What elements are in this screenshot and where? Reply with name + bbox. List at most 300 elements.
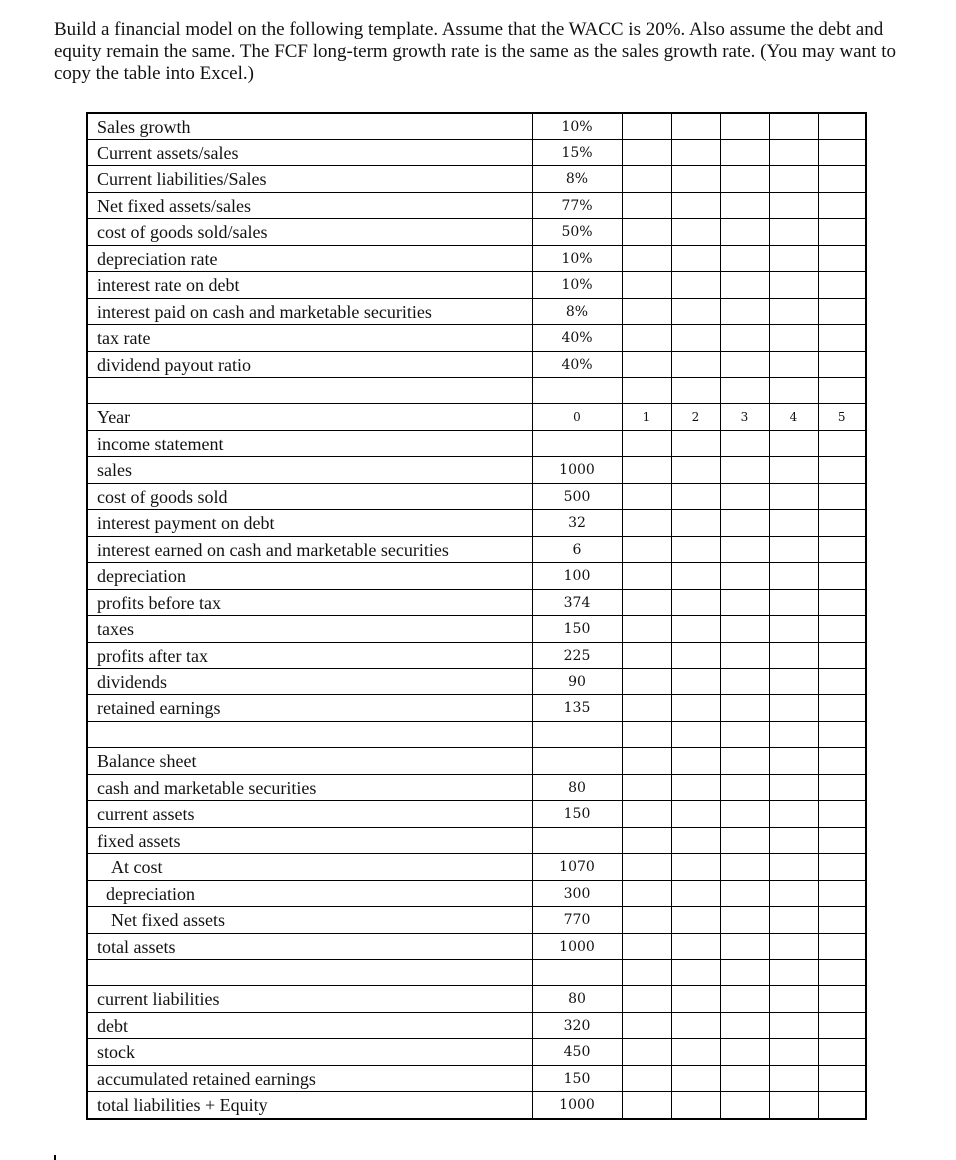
empty-input-cell[interactable] [769,828,818,854]
empty-input-cell[interactable] [622,299,671,325]
empty-input-cell[interactable] [769,325,818,352]
income-row [87,643,866,669]
empty-input-cell[interactable] [720,378,769,404]
assumption-row [87,325,866,352]
empty-input-cell[interactable] [671,431,720,457]
empty-input-cell[interactable] [818,616,866,643]
row-label: income statement [87,431,532,457]
empty-input-cell[interactable] [720,960,769,986]
year-0-value[interactable] [532,960,622,986]
financial-model-table [86,112,867,1120]
income-row [87,590,866,616]
row-label: sales [87,457,532,484]
income-row [87,695,866,722]
year-0-value[interactable] [532,431,622,457]
empty-input-cell[interactable] [818,775,866,801]
row-label: Year [87,404,532,431]
year-0-value[interactable]: 15% [532,140,622,166]
empty-input-cell[interactable] [622,1092,671,1120]
assumption-row [87,113,866,140]
empty-input-cell[interactable] [769,722,818,748]
empty-input-cell[interactable] [818,590,866,616]
year-0-value[interactable]: 10% [532,272,622,299]
row-label: fixed assets [87,828,532,854]
row-label: depreciation rate [87,246,532,272]
assumption-row [87,272,866,299]
year-0-value[interactable]: 10% [532,246,622,272]
empty-input-cell[interactable] [818,986,866,1013]
empty-input-cell[interactable] [720,801,769,828]
empty-input-cell[interactable] [622,246,671,272]
empty-input-cell[interactable] [720,590,769,616]
empty-input-cell[interactable] [622,140,671,166]
empty-input-cell[interactable] [671,801,720,828]
empty-input-cell[interactable] [818,934,866,960]
assumption-row [87,219,866,246]
empty-input-cell[interactable] [769,113,818,140]
spacer-row [87,960,866,986]
empty-input-cell[interactable] [671,219,720,246]
year-0-value[interactable]: 1000 [532,457,622,484]
year-0-value[interactable]: 770 [532,907,622,934]
spacer-row [87,378,866,404]
empty-input-cell[interactable] [671,537,720,563]
row-label: total assets [87,934,532,960]
empty-input-cell[interactable] [622,801,671,828]
year-0-value[interactable]: 225 [532,643,622,669]
empty-input-cell[interactable] [769,140,818,166]
empty-input-cell[interactable] [818,352,866,378]
empty-input-cell[interactable] [769,801,818,828]
row-label: cost of goods sold [87,484,532,510]
row-label: Balance sheet [87,748,532,775]
empty-input-cell[interactable] [622,166,671,193]
section-heading-row [87,431,866,457]
empty-input-cell[interactable] [769,1039,818,1066]
empty-input-cell[interactable] [671,246,720,272]
row-label: interest earned on cash and marketable securities [87,537,532,563]
empty-input-cell[interactable] [818,881,866,907]
empty-input-cell[interactable] [671,643,720,669]
year-0-value[interactable]: 320 [532,1013,622,1039]
empty-input-cell[interactable] [769,934,818,960]
year-0-value[interactable]: 1000 [532,1092,622,1120]
empty-input-cell[interactable] [671,510,720,537]
empty-input-cell[interactable] [622,616,671,643]
empty-input-cell[interactable] [671,1066,720,1092]
empty-input-cell[interactable] [818,113,866,140]
assumption-row [87,299,866,325]
empty-input-cell[interactable] [769,907,818,934]
empty-input-cell[interactable] [720,828,769,854]
empty-input-cell[interactable] [769,748,818,775]
spacer-cell [87,722,532,748]
row-label: accumulated retained earnings [87,1066,532,1092]
empty-input-cell[interactable] [622,510,671,537]
year-0-value[interactable]: 100 [532,563,622,590]
empty-input-cell[interactable] [818,166,866,193]
row-label: tax rate [87,325,532,352]
row-label: At cost [87,854,532,881]
empty-input-cell[interactable] [769,854,818,881]
empty-input-cell[interactable] [769,299,818,325]
empty-input-cell[interactable] [720,193,769,219]
empty-input-cell[interactable] [671,748,720,775]
empty-input-cell[interactable] [671,484,720,510]
empty-input-cell[interactable] [769,695,818,722]
empty-input-cell[interactable] [818,299,866,325]
empty-input-cell[interactable] [720,907,769,934]
empty-input-cell[interactable] [622,986,671,1013]
empty-input-cell[interactable] [622,378,671,404]
asset-row [87,775,866,801]
empty-input-cell[interactable] [671,960,720,986]
row-label: debt [87,1013,532,1039]
empty-input-cell[interactable] [818,960,866,986]
year-0-value[interactable] [532,748,622,775]
empty-input-cell[interactable] [769,669,818,695]
empty-input-cell[interactable] [622,960,671,986]
empty-input-cell[interactable] [769,775,818,801]
asset-row [87,934,866,960]
empty-input-cell[interactable] [720,881,769,907]
empty-input-cell[interactable] [720,854,769,881]
year-row [87,404,866,431]
empty-input-cell[interactable] [769,1013,818,1039]
liability-row [87,1013,866,1039]
empty-input-cell[interactable] [720,986,769,1013]
empty-input-cell[interactable] [622,722,671,748]
empty-input-cell[interactable] [769,457,818,484]
year-0-value[interactable]: 374 [532,590,622,616]
empty-input-cell[interactable] [671,299,720,325]
year-header-cell[interactable]: 5 [818,404,866,431]
empty-input-cell[interactable] [818,1039,866,1066]
year-0-value[interactable]: 150 [532,1066,622,1092]
empty-input-cell[interactable] [720,695,769,722]
empty-input-cell[interactable] [671,616,720,643]
empty-input-cell[interactable] [671,1013,720,1039]
empty-input-cell[interactable] [671,325,720,352]
empty-input-cell[interactable] [818,669,866,695]
empty-input-cell[interactable] [671,828,720,854]
row-label: current assets [87,801,532,828]
year-0-value[interactable]: 32 [532,510,622,537]
empty-input-cell[interactable] [818,643,866,669]
row-label: Sales growth [87,113,532,140]
empty-input-cell[interactable] [671,113,720,140]
empty-input-cell[interactable] [671,986,720,1013]
empty-input-cell[interactable] [720,748,769,775]
empty-input-cell[interactable] [720,537,769,563]
empty-input-cell[interactable] [671,272,720,299]
empty-input-cell[interactable] [720,484,769,510]
empty-input-cell[interactable] [720,325,769,352]
empty-input-cell[interactable] [769,484,818,510]
year-0-value[interactable]: 300 [532,881,622,907]
empty-input-cell[interactable] [818,801,866,828]
empty-input-cell[interactable] [671,934,720,960]
empty-input-cell[interactable] [622,113,671,140]
empty-input-cell[interactable] [720,616,769,643]
empty-input-cell[interactable] [622,695,671,722]
empty-input-cell[interactable] [622,457,671,484]
empty-input-cell[interactable] [622,775,671,801]
empty-input-cell[interactable] [769,1066,818,1092]
empty-input-cell[interactable] [818,907,866,934]
empty-input-cell[interactable] [818,695,866,722]
empty-input-cell[interactable] [622,854,671,881]
income-row [87,484,866,510]
empty-input-cell[interactable] [671,1039,720,1066]
empty-input-cell[interactable] [720,219,769,246]
income-row [87,510,866,537]
empty-input-cell[interactable] [622,563,671,590]
year-0-value[interactable]: 1000 [532,934,622,960]
empty-input-cell[interactable] [622,325,671,352]
empty-input-cell[interactable] [769,1092,818,1120]
year-0-value[interactable]: 40% [532,352,622,378]
year-0-value[interactable]: 450 [532,1039,622,1066]
empty-input-cell[interactable] [622,352,671,378]
empty-input-cell[interactable] [818,510,866,537]
empty-input-cell[interactable] [720,1092,769,1120]
empty-input-cell[interactable] [622,272,671,299]
empty-input-cell[interactable] [720,510,769,537]
empty-input-cell[interactable] [818,140,866,166]
empty-input-cell[interactable] [818,1013,866,1039]
empty-input-cell[interactable] [671,352,720,378]
empty-input-cell[interactable] [818,828,866,854]
year-header-cell[interactable]: 3 [720,404,769,431]
empty-input-cell[interactable] [769,431,818,457]
year-0-value[interactable]: 80 [532,775,622,801]
asset-row [87,828,866,854]
empty-input-cell[interactable] [671,669,720,695]
row-label: profits after tax [87,643,532,669]
empty-input-cell[interactable] [720,1066,769,1092]
empty-input-cell[interactable] [818,431,866,457]
spacer-row [87,722,866,748]
empty-input-cell[interactable] [671,193,720,219]
empty-input-cell[interactable] [671,378,720,404]
year-0-value[interactable]: 50% [532,219,622,246]
row-label: depreciation [87,563,532,590]
assumption-row [87,352,866,378]
empty-input-cell[interactable] [720,166,769,193]
row-label: dividends [87,669,532,695]
income-row [87,616,866,643]
asset-row [87,881,866,907]
empty-input-cell[interactable] [769,616,818,643]
spacer-cell [87,960,532,986]
empty-input-cell[interactable] [622,1013,671,1039]
liability-row [87,986,866,1013]
income-row [87,563,866,590]
empty-input-cell[interactable] [622,907,671,934]
year-0-value[interactable] [532,828,622,854]
assumption-row [87,166,866,193]
row-label: current liabilities [87,986,532,1013]
empty-input-cell[interactable] [818,1092,866,1120]
year-0-value[interactable]: 150 [532,801,622,828]
year-0-value[interactable] [532,378,622,404]
empty-input-cell[interactable] [769,378,818,404]
row-label: retained earnings [87,695,532,722]
empty-input-cell[interactable] [818,457,866,484]
empty-input-cell[interactable] [622,669,671,695]
empty-input-cell[interactable] [769,246,818,272]
empty-input-cell[interactable] [622,643,671,669]
row-label: Current assets/sales [87,140,532,166]
liability-row [87,1066,866,1092]
year-header-cell[interactable]: 1 [622,404,671,431]
year-0-value[interactable]: 1070 [532,854,622,881]
row-label: interest payment on debt [87,510,532,537]
empty-input-cell[interactable] [720,643,769,669]
year-0-value[interactable]: 8% [532,166,622,193]
empty-input-cell[interactable] [720,140,769,166]
empty-input-cell[interactable] [671,722,720,748]
year-0-value[interactable]: 500 [532,484,622,510]
empty-input-cell[interactable] [769,643,818,669]
empty-input-cell[interactable] [671,166,720,193]
empty-input-cell[interactable] [818,193,866,219]
empty-input-cell[interactable] [622,1039,671,1066]
empty-input-cell[interactable] [769,563,818,590]
empty-input-cell[interactable] [769,881,818,907]
empty-input-cell[interactable] [720,299,769,325]
row-label: Net fixed assets/sales [87,193,532,219]
empty-input-cell[interactable] [818,722,866,748]
income-row [87,537,866,563]
empty-input-cell[interactable] [818,246,866,272]
row-label: Current liabilities/Sales [87,166,532,193]
empty-input-cell[interactable] [818,563,866,590]
asset-row [87,801,866,828]
empty-input-cell[interactable] [622,193,671,219]
empty-input-cell[interactable] [818,748,866,775]
row-label: total liabilities + Equity [87,1092,532,1120]
empty-input-cell[interactable] [769,537,818,563]
empty-input-cell[interactable] [769,352,818,378]
spacer-cell [87,378,532,404]
empty-input-cell[interactable] [769,960,818,986]
asset-row [87,907,866,934]
year-0-value[interactable]: 0 [532,404,622,431]
year-0-value[interactable]: 135 [532,695,622,722]
asset-row [87,854,866,881]
year-0-value[interactable]: 77% [532,193,622,219]
empty-input-cell[interactable] [818,854,866,881]
page-mark [54,1155,56,1160]
empty-input-cell[interactable] [769,510,818,537]
year-0-value[interactable]: 6 [532,537,622,563]
year-0-value[interactable]: 150 [532,616,622,643]
year-0-value[interactable]: 10% [532,113,622,140]
empty-input-cell[interactable] [622,1066,671,1092]
empty-input-cell[interactable] [671,775,720,801]
empty-input-cell[interactable] [671,590,720,616]
empty-input-cell[interactable] [769,193,818,219]
year-header-cell[interactable]: 4 [769,404,818,431]
empty-input-cell[interactable] [671,563,720,590]
empty-input-cell[interactable] [818,325,866,352]
empty-input-cell[interactable] [622,934,671,960]
empty-input-cell[interactable] [720,457,769,484]
empty-input-cell[interactable] [769,219,818,246]
row-label: dividend payout ratio [87,352,532,378]
instructions-paragraph: Build a financial model on the following template. Assume that the WACC is 20%. Also assume the debt and equity remain the same. The FCF long-term growth rate is the same as the sales growth rate. (You may want to copy the table into Excel.) [54,19,896,84]
empty-input-cell[interactable] [720,113,769,140]
empty-input-cell[interactable] [720,722,769,748]
year-0-value[interactable]: 90 [532,669,622,695]
row-label: cash and marketable securities [87,775,532,801]
empty-input-cell[interactable] [769,272,818,299]
empty-input-cell[interactable] [720,1039,769,1066]
empty-input-cell[interactable] [671,907,720,934]
row-label: Net fixed assets [87,907,532,934]
year-0-value[interactable] [532,722,622,748]
row-label: interest rate on debt [87,272,532,299]
year-0-value[interactable]: 40% [532,325,622,352]
empty-input-cell[interactable] [720,352,769,378]
empty-input-cell[interactable] [622,748,671,775]
empty-input-cell[interactable] [671,695,720,722]
assumption-row [87,246,866,272]
year-0-value[interactable]: 8% [532,299,622,325]
empty-input-cell[interactable] [622,537,671,563]
empty-input-cell[interactable] [720,669,769,695]
empty-input-cell[interactable] [818,484,866,510]
empty-input-cell[interactable] [818,1066,866,1092]
empty-input-cell[interactable] [622,881,671,907]
empty-input-cell[interactable] [671,1092,720,1120]
liability-row [87,1039,866,1066]
empty-input-cell[interactable] [720,431,769,457]
empty-input-cell[interactable] [622,219,671,246]
empty-input-cell[interactable] [818,272,866,299]
row-label: depreciation [87,881,532,907]
empty-input-cell[interactable] [720,934,769,960]
row-label: stock [87,1039,532,1066]
empty-input-cell[interactable] [622,484,671,510]
empty-input-cell[interactable] [720,1013,769,1039]
empty-input-cell[interactable] [671,881,720,907]
empty-input-cell[interactable] [622,590,671,616]
empty-input-cell[interactable] [622,431,671,457]
empty-input-cell[interactable] [622,828,671,854]
empty-input-cell[interactable] [769,986,818,1013]
empty-input-cell[interactable] [720,563,769,590]
row-label: interest paid on cash and marketable securities [87,299,532,325]
empty-input-cell[interactable] [818,219,866,246]
liability-row [87,1092,866,1120]
income-row [87,457,866,484]
year-header-cell[interactable]: 2 [671,404,720,431]
empty-input-cell[interactable] [720,272,769,299]
empty-input-cell[interactable] [769,590,818,616]
empty-input-cell[interactable] [818,537,866,563]
empty-input-cell[interactable] [720,246,769,272]
empty-input-cell[interactable] [720,775,769,801]
empty-input-cell[interactable] [769,166,818,193]
year-0-value[interactable]: 80 [532,986,622,1013]
empty-input-cell[interactable] [671,854,720,881]
empty-input-cell[interactable] [671,457,720,484]
empty-input-cell[interactable] [671,140,720,166]
empty-input-cell[interactable] [818,378,866,404]
